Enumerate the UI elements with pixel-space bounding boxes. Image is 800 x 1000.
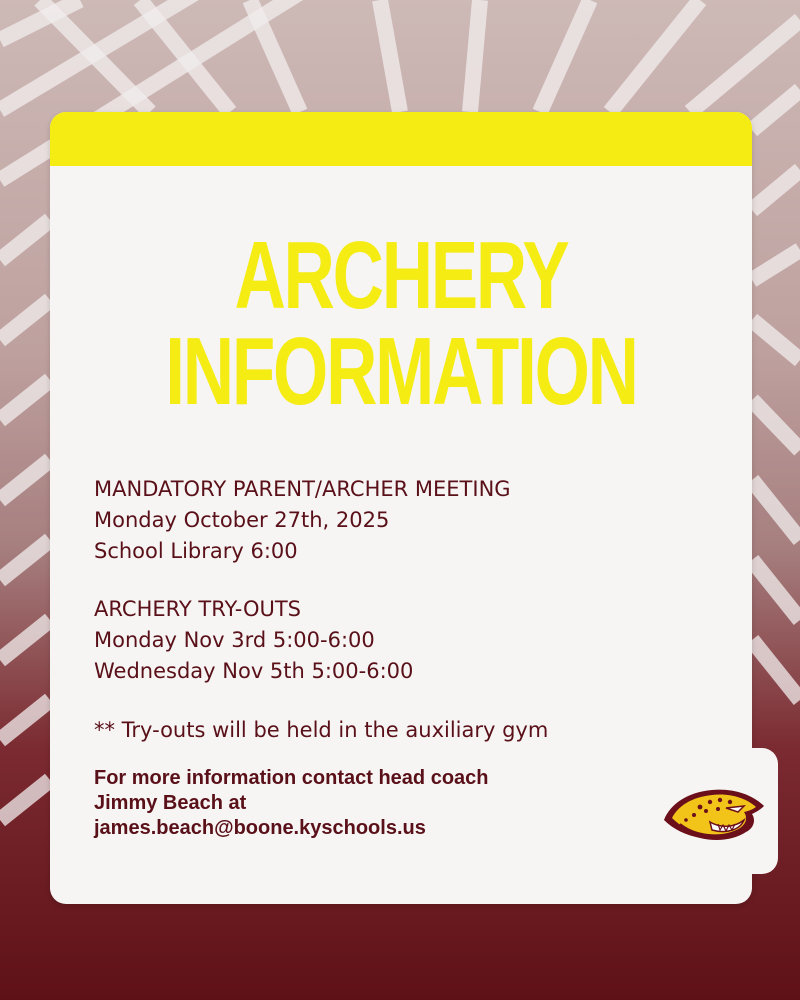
tryouts-heading: ARCHERY TRY-OUTS [94,597,302,621]
title-line-2: INFORMATION [165,318,637,425]
tryouts-note-text: ** Try-outs will be held in the auxiliary gym [94,718,549,742]
contact-email[interactable]: james.beach@boone.kyschools.us [94,817,426,839]
card-header-band [50,112,752,166]
contact-line-1: For more information contact head coach [94,767,489,789]
meeting-date: Monday October 27th, 2025 [94,508,390,532]
page-title [141,222,660,425]
jaguar-mascot-icon [660,780,768,846]
contact-section [94,766,489,841]
meeting-location: School Library 6:00 [94,539,298,563]
tryouts-session-1: Monday Nov 3rd 5:00-6:00 [94,628,375,652]
meeting-section [94,474,511,567]
contact-line-2: Jimmy Beach at [94,792,247,814]
tryouts-section [94,594,413,687]
tryouts-note [94,715,548,746]
meeting-heading: MANDATORY PARENT/ARCHER MEETING [94,477,511,501]
tryouts-session-2: Wednesday Nov 5th 5:00-6:00 [94,659,414,683]
title-line-1: ARCHERY [234,222,568,329]
